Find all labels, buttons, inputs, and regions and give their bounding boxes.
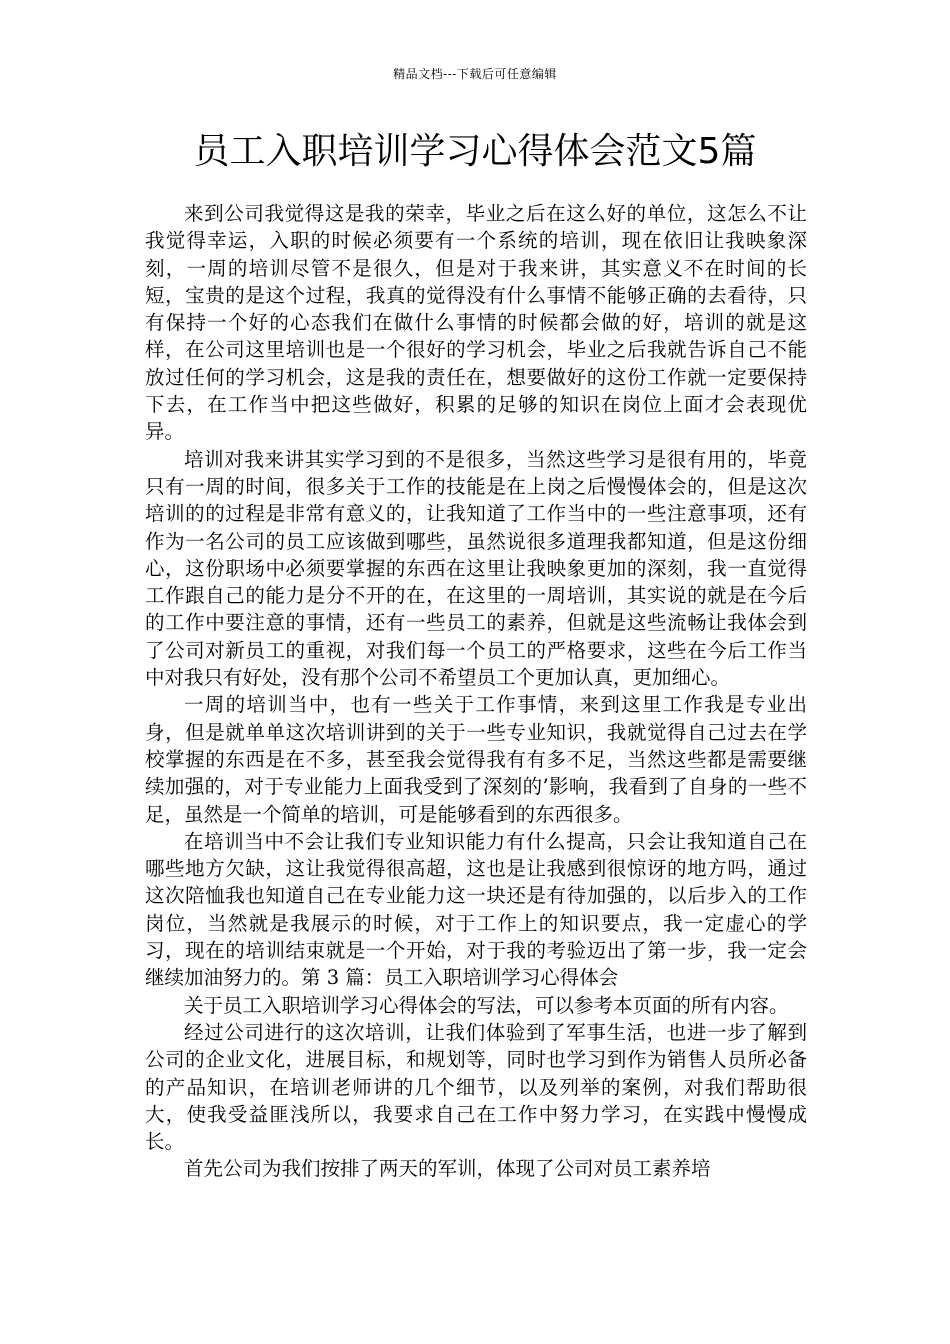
paragraph: 来到公司我觉得这是我的荣幸，毕业之后在这么好的单位，这怎么不让我觉得幸运，入职的时候必须要有一个系统的培训，现在依旧让我映象深刻，一周的培训尽管不是很久，但是对于我来讲，其实意义不在时间的长短，宝贵的是这个过程，我真的觉得没有什么事情不能够正确的去看待，只有保持一个好的心态我们在做什么事情的时候都会做的好，培训的就是这样，在公司这里培训也是一个很好的学习机会，毕业之后我就告诉自己不能放过任何的学习机会，这是我的责任在，想要做好的这份工作就一定要保持下去，在工作当中把这些做好，积累的足够的知识在岗位上面才会表现优异。 <box>145 202 807 444</box>
paragraph: 经过公司进行的这次培训，让我们体验到了军事生活，也进一步了解到公司的企业文化，进展目标，和规划等，同时也学习到作为销售人员所必备的产品知识，在培训老师讲的几个细节，以及列举的案例，对我们帮助很大，使我受益匪浅所以，我要求自己在工作中努力学习，在实践中慢慢成长。 <box>145 1020 807 1154</box>
document-body <box>145 200 807 1183</box>
paragraph: 一周的培训当中，也有一些关于工作事情，来到这里工作我是专业出身，但是就单单这次培训讲到的关于一些专业知识，我就觉得自己过去在学校掌握的东西是在不多，甚至我会觉得我有有多不足，当然这些都是需要继续加强的，对于专业能力上面我受到了深刻的’影响，我看到了自身的一些不足，虽然是一个简单的培训，可是能够看到的东西很多。 <box>145 693 807 826</box>
paragraph: 关于员工入职培训学习心得体会的写法，可以参考本页面的所有内容。 <box>184 993 789 1017</box>
header-note: 精品文档---下载后可任意编辑 <box>393 67 557 81</box>
paragraph: 在培训当中不会让我们专业知识能力有什么提高，只会让我知道自己在哪些地方欠缺，这让我觉得很高超，这也是让我感到很惊讶的地方吗，通过这次陪恤我也知道自己在专业能力这一块还是有待加强的，以后步入的工作岗位，当然就是我展示的时候，对于工作上的知识要点，我一定虚心的学习，现在的培训结束就是一个开始，对于我的考验迈出了第一步，我一定会继续加油努力的。第 3 篇：员工入职培训学习心得体会 <box>145 829 807 990</box>
document-title: 员工入职培训学习心得体会范文5篇 <box>193 131 757 172</box>
paragraph: 首先公司为我们按排了两天的军训，体现了公司对员工素养培 <box>184 1157 711 1181</box>
paragraph: 培训对我来讲其实学习到的不是很多，当然这些学习是很有用的，毕竟只有一周的时间，很多关于工作的技能是在上岗之后慢慢体会的，但是这次培训的的过程是非常有意义的，让我知道了工作当中的一些注意事项，还有作为一名公司的员工应该做到哪些，虽然说很多道理我都知道，但是这份细心，这份职场中必须要掌握的东西在这里让我映象更加的深刻，我一直觉得工作跟自己的能力是分不开的在，在这里的一周培训，其实说的就是在今后的工作中要注意的事情，还有一些员工的素养，但就是这些流畅让我体会到了公司对新员工的重视，对我们每一个员工的严格要求，这些在今后工作当中对我只有好处，没有那个公司不希望员工个更加认真，更加细心。 <box>145 447 807 690</box>
